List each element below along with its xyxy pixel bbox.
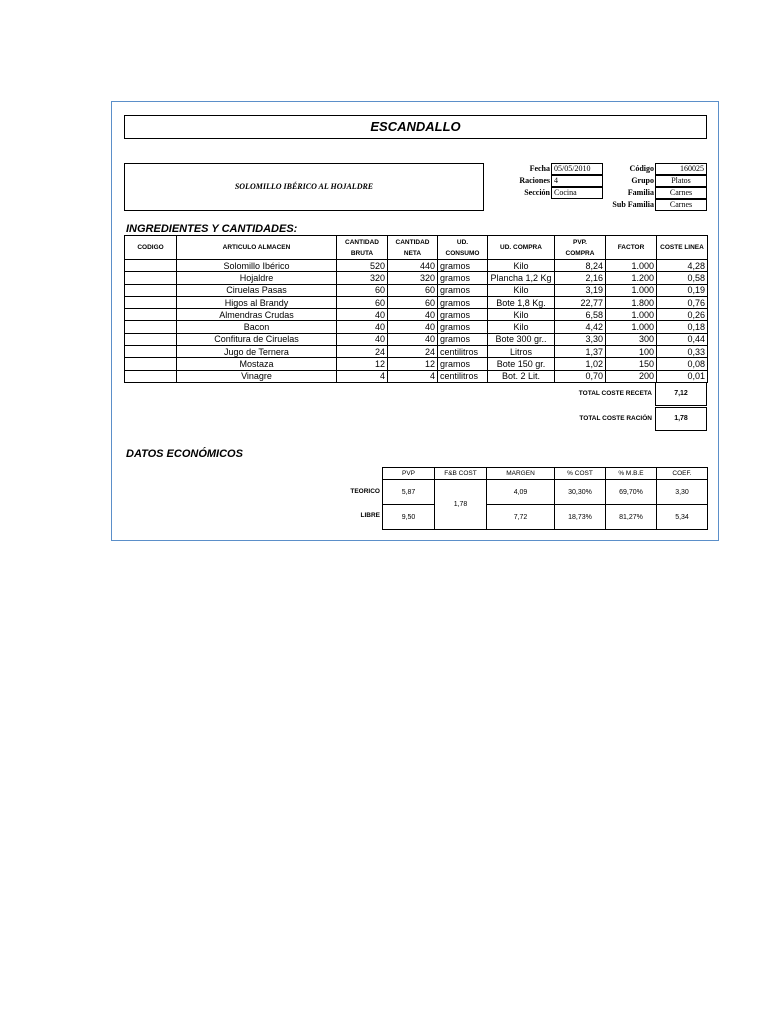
libre-coef: 5,34 bbox=[657, 505, 708, 530]
fecha-label: Fecha bbox=[529, 164, 550, 173]
fb-cost: 1,78 bbox=[435, 480, 487, 530]
table-row bbox=[125, 296, 708, 308]
seccion-field[interactable]: Cocina bbox=[551, 187, 603, 199]
cell-consumo: centilitros bbox=[438, 370, 488, 382]
eco-col-fb: F&B COST bbox=[435, 468, 487, 480]
cell-bruta: 40 bbox=[337, 321, 388, 333]
cell-articulo: Ciruelas Pasas bbox=[177, 284, 337, 296]
table-row bbox=[125, 309, 708, 321]
cell-codigo bbox=[125, 284, 177, 296]
libre-pvp: 9,50 bbox=[383, 505, 435, 530]
cell-articulo: Bacon bbox=[177, 321, 337, 333]
cell-compra: Bote 300 gr.. bbox=[488, 333, 555, 345]
cell-codigo bbox=[125, 346, 177, 358]
page-title: ESCANDALLO bbox=[124, 115, 707, 139]
cell-bruta: 40 bbox=[337, 333, 388, 345]
col-compra: UD. COMPRA bbox=[488, 236, 555, 260]
cell-articulo: Higos al Brandy bbox=[177, 296, 337, 308]
cell-bruta: 4 bbox=[337, 370, 388, 382]
seccion-label: Sección bbox=[524, 188, 550, 197]
cell-neta: 40 bbox=[388, 333, 438, 345]
ingredients-title: INGREDIENTES Y CANTIDADES: bbox=[126, 223, 298, 235]
cell-codigo bbox=[125, 296, 177, 308]
col-codigo: CODIGO bbox=[125, 236, 177, 260]
cell-compra: Bote 150 gr. bbox=[488, 358, 555, 370]
table-row bbox=[125, 272, 708, 284]
cell-articulo: Confitura de Ciruelas bbox=[177, 333, 337, 345]
cell-bruta: 24 bbox=[337, 346, 388, 358]
cell-coste: 0,01 bbox=[657, 370, 708, 382]
cell-consumo: gramos bbox=[438, 321, 488, 333]
table-row bbox=[125, 346, 708, 358]
cell-articulo: Vinagre bbox=[177, 370, 337, 382]
cell-factor: 1.800 bbox=[606, 296, 657, 308]
cell-consumo: gramos bbox=[438, 358, 488, 370]
cell-bruta: 40 bbox=[337, 309, 388, 321]
total-racion-label: TOTAL COSTE RACIÓN bbox=[579, 415, 652, 422]
col-neta-line1: CANTIDAD bbox=[395, 238, 430, 246]
cell-factor: 300 bbox=[606, 333, 657, 345]
eco-col-pvp: PVP bbox=[383, 468, 435, 480]
cell-compra: Kilo bbox=[488, 321, 555, 333]
cell-pvp: 0,70 bbox=[555, 370, 606, 382]
cell-factor: 1.200 bbox=[606, 272, 657, 284]
table-row bbox=[125, 333, 708, 345]
familia-field[interactable]: Carnes bbox=[655, 187, 707, 199]
cell-neta: 320 bbox=[388, 272, 438, 284]
cell-compra: Bote 1,8 Kg. bbox=[488, 296, 555, 308]
eco-col-coef: COEF. bbox=[657, 468, 708, 480]
cell-coste: 0,44 bbox=[657, 333, 708, 345]
eco-col-margen: MARGEN bbox=[487, 468, 555, 480]
cell-articulo: Solomillo Ibérico bbox=[177, 260, 337, 272]
cell-compra: Bot. 2 Lit. bbox=[488, 370, 555, 382]
col-neta-line2: NETA bbox=[403, 249, 422, 257]
libre-cost-pct: 18,73% bbox=[555, 505, 606, 530]
economic-title: DATOS ECONÓMICOS bbox=[126, 448, 243, 460]
eco-col-mbe-pct: % M.B.E bbox=[606, 468, 657, 480]
subfamilia-label: Sub Familia bbox=[612, 200, 654, 209]
cell-compra: Kilo bbox=[488, 260, 555, 272]
header-row bbox=[125, 236, 708, 260]
cell-codigo bbox=[125, 370, 177, 382]
cell-bruta: 320 bbox=[337, 272, 388, 284]
cell-neta: 40 bbox=[388, 309, 438, 321]
cell-compra: Kilo bbox=[488, 309, 555, 321]
col-coste: COSTE LINEA bbox=[657, 236, 708, 260]
dish-name: SOLOMILLO IBÉRICO AL HOJALDRE bbox=[124, 163, 484, 211]
col-pvp-line2: COMPRA bbox=[565, 249, 595, 257]
ingredients-table bbox=[124, 235, 708, 383]
teorico-coef: 3,30 bbox=[657, 480, 708, 505]
cell-pvp: 1,02 bbox=[555, 358, 606, 370]
cell-coste: 0,58 bbox=[657, 272, 708, 284]
cell-codigo bbox=[125, 321, 177, 333]
libre-margen: 7,72 bbox=[487, 505, 555, 530]
cell-consumo: gramos bbox=[438, 333, 488, 345]
table-row bbox=[125, 260, 708, 272]
cell-factor: 1.000 bbox=[606, 260, 657, 272]
cell-factor: 100 bbox=[606, 346, 657, 358]
cell-neta: 60 bbox=[388, 296, 438, 308]
teorico-pvp: 5,87 bbox=[383, 480, 435, 505]
cell-coste: 4,28 bbox=[657, 260, 708, 272]
cell-consumo: gramos bbox=[438, 272, 488, 284]
cell-compra: Plancha 1,2 Kg bbox=[488, 272, 555, 284]
grupo-label: Grupo bbox=[631, 176, 654, 185]
teorico-row bbox=[383, 480, 708, 505]
cell-compra: Litros bbox=[488, 346, 555, 358]
cell-codigo bbox=[125, 358, 177, 370]
cell-consumo: gramos bbox=[438, 309, 488, 321]
cell-articulo: Almendras Crudas bbox=[177, 309, 337, 321]
cell-bruta: 12 bbox=[337, 358, 388, 370]
cell-articulo: Mostaza bbox=[177, 358, 337, 370]
col-consumo bbox=[438, 236, 488, 260]
table-row bbox=[125, 358, 708, 370]
cell-factor: 200 bbox=[606, 370, 657, 382]
libre-row bbox=[383, 505, 708, 530]
cell-pvp: 8,24 bbox=[555, 260, 606, 272]
col-factor: FACTOR bbox=[606, 236, 657, 260]
cell-pvp: 2,16 bbox=[555, 272, 606, 284]
cell-consumo: gramos bbox=[438, 260, 488, 272]
familia-label: Familia bbox=[627, 188, 654, 197]
cell-bruta: 60 bbox=[337, 296, 388, 308]
col-consumo-line2: CONSUMO bbox=[445, 249, 480, 257]
fecha-field[interactable]: 05/05/2010 bbox=[551, 163, 603, 175]
cell-coste: 0,76 bbox=[657, 296, 708, 308]
teorico-margen: 4,09 bbox=[487, 480, 555, 505]
cell-factor: 150 bbox=[606, 358, 657, 370]
cell-pvp: 1,37 bbox=[555, 346, 606, 358]
cell-articulo: Jugo de Ternera bbox=[177, 346, 337, 358]
cell-neta: 440 bbox=[388, 260, 438, 272]
table-row bbox=[125, 370, 708, 382]
cell-pvp: 3,30 bbox=[555, 333, 606, 345]
economic-table bbox=[382, 467, 708, 530]
cell-factor: 1.000 bbox=[606, 284, 657, 296]
codigo-field[interactable]: 160025 bbox=[655, 163, 707, 175]
total-racion-value: 1,78 bbox=[655, 407, 707, 431]
cell-bruta: 520 bbox=[337, 260, 388, 272]
cell-codigo bbox=[125, 333, 177, 345]
cell-coste: 0,18 bbox=[657, 321, 708, 333]
libre-mbe-pct: 81,27% bbox=[606, 505, 657, 530]
col-bruta bbox=[337, 236, 388, 260]
table-row bbox=[125, 284, 708, 296]
cell-neta: 60 bbox=[388, 284, 438, 296]
teorico-label: TEORICO bbox=[350, 488, 380, 495]
total-receta-value: 7,12 bbox=[655, 382, 707, 406]
cell-neta: 24 bbox=[388, 346, 438, 358]
cell-bruta: 60 bbox=[337, 284, 388, 296]
col-bruta-line2: BRUTA bbox=[350, 249, 374, 257]
cell-coste: 0,08 bbox=[657, 358, 708, 370]
cell-articulo: Hojaldre bbox=[177, 272, 337, 284]
col-neta bbox=[388, 236, 438, 260]
cell-coste: 0,19 bbox=[657, 284, 708, 296]
total-receta-label: TOTAL COSTE RECETA bbox=[578, 390, 652, 397]
teorico-cost-pct: 30,30% bbox=[555, 480, 606, 505]
teorico-mbe-pct: 69,70% bbox=[606, 480, 657, 505]
cell-coste: 0,33 bbox=[657, 346, 708, 358]
economic-header-row bbox=[383, 468, 708, 480]
cell-compra: Kilo bbox=[488, 284, 555, 296]
grupo-field[interactable]: Platos bbox=[655, 175, 707, 187]
cell-consumo: gramos bbox=[438, 284, 488, 296]
col-consumo-line1: UD. bbox=[456, 238, 469, 246]
cell-pvp: 3,19 bbox=[555, 284, 606, 296]
raciones-field[interactable]: 4 bbox=[551, 175, 603, 187]
cell-codigo bbox=[125, 309, 177, 321]
cell-codigo bbox=[125, 272, 177, 284]
cell-factor: 1.000 bbox=[606, 309, 657, 321]
cell-consumo: gramos bbox=[438, 296, 488, 308]
subfamilia-field[interactable]: Carnes bbox=[655, 199, 707, 211]
col-pvp-line1: PVP. bbox=[573, 238, 587, 246]
cell-pvp: 22,77 bbox=[555, 296, 606, 308]
col-bruta-line1: CANTIDAD bbox=[345, 238, 379, 246]
cell-pvp: 4,42 bbox=[555, 321, 606, 333]
cell-codigo bbox=[125, 260, 177, 272]
col-articulo: ARTICULO ALMACEN bbox=[177, 236, 337, 260]
raciones-label: Raciones bbox=[519, 176, 550, 185]
libre-label: LIBRE bbox=[360, 512, 380, 519]
cell-factor: 1.000 bbox=[606, 321, 657, 333]
cell-neta: 4 bbox=[388, 370, 438, 382]
cell-neta: 12 bbox=[388, 358, 438, 370]
cell-neta: 40 bbox=[388, 321, 438, 333]
codigo-label: Código bbox=[629, 164, 654, 173]
eco-col-cost-pct: % COST bbox=[555, 468, 606, 480]
table-row bbox=[125, 321, 708, 333]
cell-coste: 0,26 bbox=[657, 309, 708, 321]
cell-consumo: centilitros bbox=[438, 346, 488, 358]
cell-pvp: 6,58 bbox=[555, 309, 606, 321]
col-pvp bbox=[555, 236, 606, 260]
